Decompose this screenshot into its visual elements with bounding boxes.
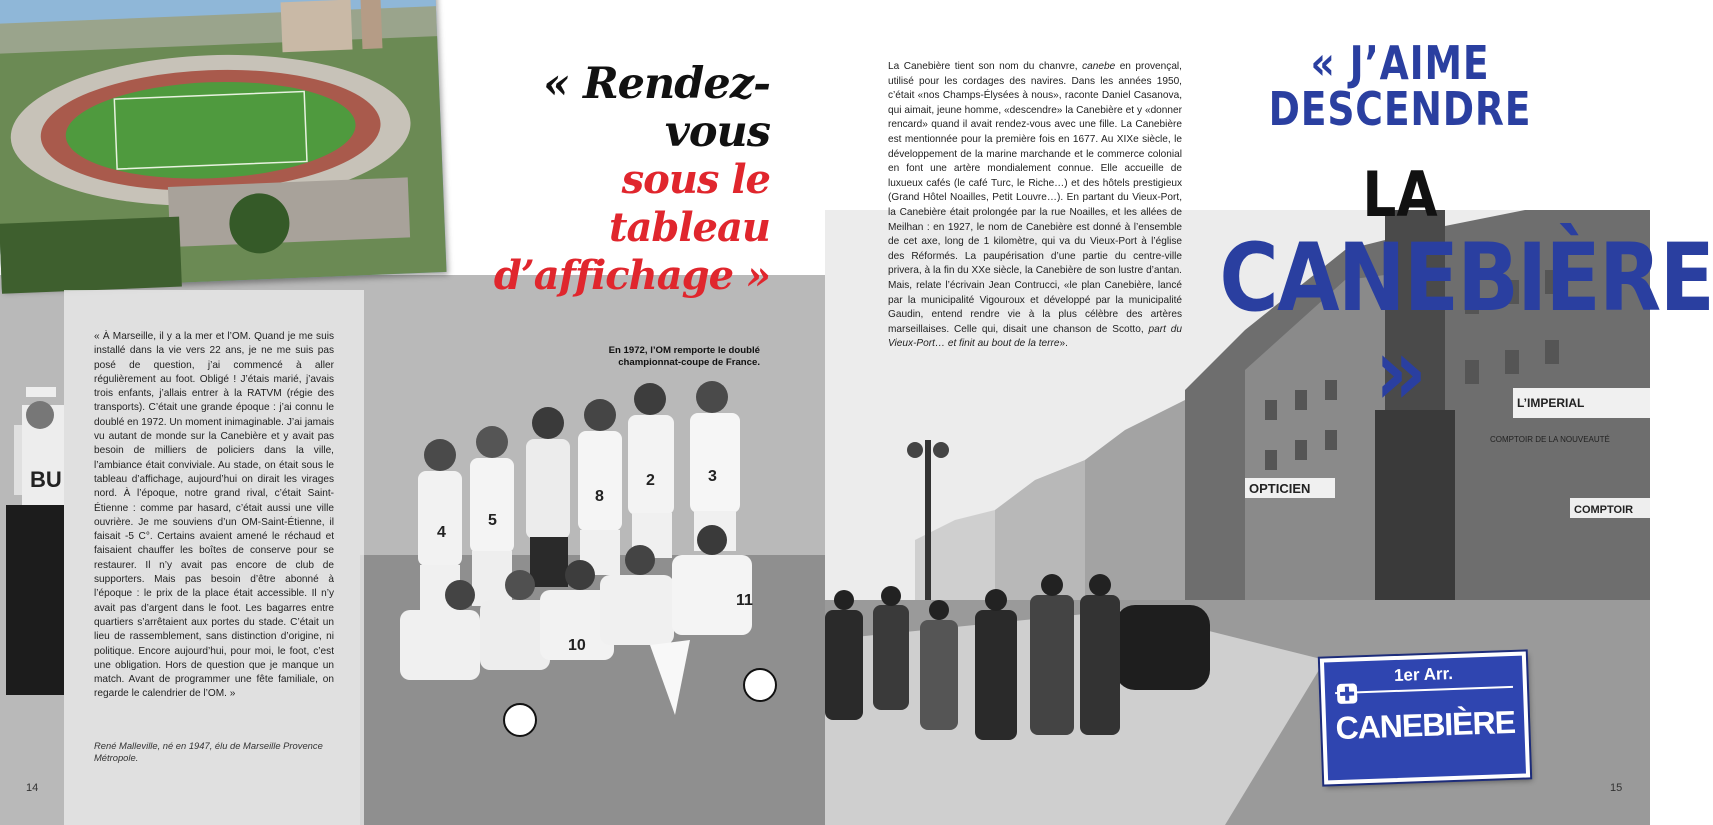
street-sign — [1320, 651, 1530, 784]
left-headline — [470, 60, 770, 300]
headline-article: LA — [1362, 158, 1438, 231]
shop-sign-opticien: OPTICIEN — [1249, 481, 1311, 496]
left-page — [0, 0, 825, 825]
headline-line-2 — [1219, 138, 1713, 427]
shop-sign-comptoir: COMPTOIR — [1574, 504, 1634, 516]
marseille-cross-icon — [1337, 683, 1358, 704]
jersey-number: 10 — [568, 637, 586, 654]
shop-sign-nouveaute: COMPTOIR DE LA NOUVEAUTÉ — [1490, 435, 1610, 444]
headline-line-3: d’affichage » — [493, 252, 770, 299]
page-number-right: 15 — [1610, 782, 1623, 794]
jersey-number: 8 — [595, 488, 604, 505]
sign-arrondissement: 1er Arr. — [1393, 664, 1454, 686]
shop-sign-imperial: L’IMPERIAL — [1517, 396, 1585, 410]
jersey-number: 5 — [488, 512, 497, 529]
caption-line-1: En 1972, l’OM remporte le doublé — [608, 345, 760, 356]
headline-street-name: CANEBIÈRE » — [1219, 224, 1713, 427]
quote-paragraph: « À Marseille, il y a la mer et l’OM. Quand je me suis installé dans la vie vers 22 ans, je ne me suis pas posé de question, j’ai commencé à aller régulièrement au foot. Obligé ! J’étais marié, j’avais trois enfants, j’allais entrer à la RATVM (régie des transports). C’était une grande époque : j’ai connu le doublé en 1972. Un moment inimaginable. J’ai jamais vu autant de monde sur la Canebière et y avait pas besoin de milliers de policiers dans la ville, l’ambiance était conviviale. Au stade, on était sous le tableau d’affichage, aujourd’hui on dirait les virages nord. À l’époque, notre grand rival, c’était Saint-Étienne : comme par hasard, c’était aussi une ville ouvrière. Je me souviens d’un OM-Saint-Étienne, il faisait -5 C°. Certains avaient amené le réchaud et faisaient chauffer les boîtes de conserve pour se restaurer. Il n’y avait pas encore de club de supporters. Mais pas besoin d’être abonné à l’époque : le prix de la place était accessible. Il n’y avait pas d’argent dans le foot. Les bagarres entre quartiers s’arrêtaient aux portes du stade. C’était un lieu de rassemblement, sans distinction d’origine, ni politique. Encore aujourd’hui, pour moi, le foot, c’est une obligation. Hors de question que je manque un match. Avant de programmer une fête familiale, on regarde le calendrier de l’OM. » — [94, 331, 334, 700]
jersey-number: 4 — [437, 524, 446, 541]
article-paragraph: La Canebière tient son nom du chanvre, canebe en provençal, utilisé pour les cordages des navires. Dans les années 1950, c’était «nos Champs-Élysées à nous», raconte Daniel Casanova, qui aimait, jeune homme, «descendre» la Canebière et y «donner rencard» quand il avait rendez-vous avec une fille. La Canebière est mentionnée pour la première fois en 1677. Au XIXe siècle, le développement de la marine marchande et le commerce colonial en font une artère mondialement connue. Elle accueille de luxueux cafés (le café Turc, le Riche…) et des hôtels prestigieux (Grand Hôtel Noailles, Petit Louvre…). En partant du Vieux-Port, la Canebière était prolongée par la rue Noailles, et les allées de Meilhan : en 1927, le nom de Canebière est donné à l’ensemble de cet axe, long de 1 kilomètre, qui va du Vieux-Port à l’église des Réformés. La paupérisation d’une partie du centre-ville privera, à la fin du XXe siècle, la Canebière de son lustre d’antan. Mais, relate l’écrivain Jean Contrucci, «le plan Canebière, lancé par la municipalité Vigouroux et développé par la municipalité Gaudin, entend rendre vie à la plus célèbre des artères marseillaises. Celle qui, disait une chanson de Scotto, part du Vieux-Port… et finit au bout de la terre». — [888, 61, 1182, 350]
jersey-number: 3 — [708, 468, 717, 485]
headline-line-1: « J’AIME DESCENDRE — [1268, 36, 1532, 136]
article-body — [888, 60, 1182, 352]
jersey-number: 11 — [736, 592, 753, 609]
page-number-left: 14 — [26, 782, 39, 794]
quote-signature: René Malleville, né en 1947, élu de Marseille Provence Métropole. — [94, 740, 323, 763]
fan-shirt-text: BU — [30, 467, 62, 492]
photo-caption — [560, 345, 760, 369]
jersey-number: 2 — [646, 472, 655, 489]
sign-street-name: CANEBIÈRE — [1334, 703, 1516, 747]
headline-line-1: « Rendez-vous — [543, 59, 770, 157]
right-headline — [1190, 36, 1713, 427]
caption-line-2: championnat-coupe de France. — [618, 357, 760, 368]
stadium-photo — [0, 0, 447, 290]
testimony-quote — [94, 330, 334, 702]
headline-line-2: sous le tableau — [608, 156, 770, 251]
